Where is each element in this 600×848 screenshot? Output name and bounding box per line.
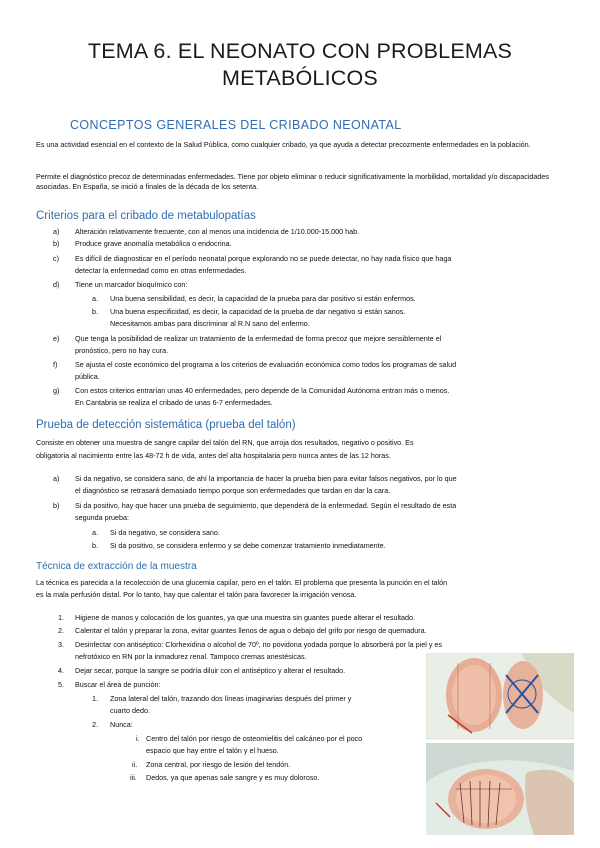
title-line-1: TEMA 6. EL NEONATO CON PROBLEMAS [87, 39, 513, 63]
criterio-e-line2: pronóstico, pero no hay cura. [75, 346, 169, 355]
list-marker: g) [53, 386, 60, 395]
page-title [0, 38, 600, 92]
tecnica-line1: La técnica es parecida a la recolección de una glucemia capilar, pero en el talón. El problema que presenta la punción en el talón [36, 578, 448, 587]
criterio-b: Produce grave anomalía metabólica o endocrina. [75, 239, 232, 248]
list-marker: ii. [132, 760, 138, 769]
list-marker: b. [92, 307, 98, 316]
list-marker: 3. [58, 640, 64, 649]
list-marker: b) [53, 239, 60, 248]
step-5-1-line1: Zona lateral del talón, trazando dos líneas imaginarias después del primer y [110, 694, 352, 703]
step-3-line1: Desinfectar con antiséptico: Clorhexidina o alcohol de 70º, no povidona yodada porque lo absorberá por la piel y es [75, 640, 443, 649]
list-marker: b) [53, 501, 60, 510]
prueba-a-line1: Si da negativo, se considera sano, de ahí la importancia de hacer la prueba bien para evitar falsos negativos, por lo que [75, 474, 457, 483]
list-marker: 2. [92, 720, 98, 729]
heading-criterios: Criterios para el cribado de metabulopatías [36, 210, 256, 222]
criterio-f-line2: pública. [75, 372, 100, 381]
list-marker: 4. [58, 666, 64, 675]
criterio-e-line1: Que tenga la posibilidad de realizar un tratamiento de la enfermedad de forma precoz que mejore sensiblemente el [75, 334, 442, 343]
step-2: Calentar el talón y preparar la zona, evitar guantes llenos de agua o debajo del grifo por riesgo de quemadura. [75, 626, 427, 635]
criterio-a: Alteración relativamente frecuente, con al menos una incidencia de 1/10.000-15.000 hab. [75, 227, 360, 236]
list-marker: iii. [130, 773, 137, 782]
criterio-f-line1: Se ajusta el coste económico del programa a los criterios de evaluación económica como todos los programas de salud [75, 360, 457, 369]
list-marker: b. [92, 541, 98, 550]
list-marker: a) [53, 474, 60, 483]
step-5-2-iii: Dedos, ya que apenas sale sangre y es muy doloroso. [146, 773, 320, 782]
prueba-line2: obligatoria al nacimiento entre las 48-72 h de vida, antes del alta hospitalaria pero nunca antes de las 12 horas. [36, 451, 391, 460]
step-4: Dejar secar, porque la sangre se podría diluir con el antiséptico y alterar el resultado. [75, 666, 346, 675]
step-5-2-i-line2: espacio que hay entre el talón y el hueso. [146, 746, 279, 755]
criterio-d: Tiene un marcador bioquímico con: [75, 280, 188, 289]
list-marker: a) [53, 227, 60, 236]
step-5: Buscar el área de punción: [75, 680, 161, 689]
step-5-1-line2: cuarto dedo. [110, 706, 150, 715]
criterio-d-b-line1: Una buena especificidad, es decir, la capacidad de la prueba de dar negativo si están sanos. [110, 307, 406, 316]
heel-puncture-photo-bottom [426, 743, 574, 835]
heading-tecnica: Técnica de extracción de la muestra [36, 561, 197, 572]
intro-paragraph-2: Permite el diagnóstico precoz de determinadas enfermedades. Tiene por objeto eliminar o reducir significativamente la morbilidad, mortalidad y/o discapacidades asociadas. En España, se inició a finales de la década de los setenta. [36, 172, 549, 192]
list-marker: a. [92, 528, 98, 537]
list-marker: 5. [58, 680, 64, 689]
criterio-c-line1: Es difícil de diagnosticar en el período neonatal porque explorando no se puede detectar, no hay nada físico que haga [75, 254, 452, 263]
list-marker: i. [136, 734, 140, 743]
prueba-b-b: Si da positivo, se considera enfermo y se debe comenzar tratamiento inmediatamente. [110, 541, 386, 550]
heading-prueba: Prueba de detección sistemática (prueba del talón) [36, 419, 296, 431]
tecnica-line2: es la mala perfusión distal. Por lo tanto, hay que calentar el talón para favorecer la irrigación venosa. [36, 590, 357, 599]
step-1: Higiene de manos y colocación de los guantes, ya que una muestra sin guantes puede alterar el resultado. [75, 613, 416, 622]
step-5-2-i-line1: Centro del talón por riesgo de osteomielitis del calcáneo por el poco [146, 734, 363, 743]
intro-paragraph: Es una actividad esencial en el contexto de la Salud Pública, como cualquier cribado, ya que ayuda a detectar precozmente enfermedades en la población. [36, 140, 531, 149]
criterio-d-a: Una buena sensibilidad, es decir, la capacidad de la prueba para dar positivo si están enfermos. [110, 294, 416, 303]
list-marker: d) [53, 280, 60, 289]
prueba-b-line2: segunda prueba: [75, 513, 129, 522]
list-marker: f) [53, 360, 58, 369]
step-3-line2: nefrotóxico en RN por la inmadurez renal. Tampoco cremas anestésicas. [75, 652, 307, 661]
step-5-2: Nunca: [110, 720, 133, 729]
list-marker: a. [92, 294, 98, 303]
criterio-g-line2: En Cantabria se realiza el cribado de unas 6-7 enfermedades. [75, 398, 273, 407]
criterio-c-line2: detectar la enfermedad como en otras enfermedades. [75, 266, 247, 275]
prueba-b-line1: Si da positivo, hay que hacer una prueba de seguimiento, que dependerá de la enfermedad. Según el resultado de esta [75, 501, 457, 510]
criterio-d-b-line2: Necesitamos ambas para discriminar al R.N sano del enfermo. [110, 319, 310, 328]
prueba-line1: Consiste en obtener una muestra de sangre capilar del talón del RN, que arroja dos resultados, negativo o positivo. Es [36, 438, 414, 447]
list-marker: c) [53, 254, 59, 263]
prueba-b-a: Si da negativo, se considera sano. [110, 528, 220, 537]
list-marker: 2. [58, 626, 64, 635]
list-marker: 1. [58, 613, 64, 622]
title-line-2: METABÓLICOS [222, 66, 378, 90]
heel-puncture-photos [426, 653, 574, 833]
criterio-g-line1: Con estos criterios entrarían unas 40 enfermedades, pero depende de la Comunidad Autónoma entran más o menos. [75, 386, 450, 395]
list-marker: e) [53, 334, 60, 343]
list-marker: 1. [92, 694, 98, 703]
heading-conceptos: CONCEPTOS GENERALES DEL CRIBADO NEONATAL [70, 118, 402, 132]
prueba-a-line2: el diagnóstico se retrasará demasiado tiempo porque son enfermedades que tardan en dar la cara. [75, 486, 391, 495]
step-5-2-ii: Zona central, por riesgo de lesión del tendón. [146, 760, 291, 769]
